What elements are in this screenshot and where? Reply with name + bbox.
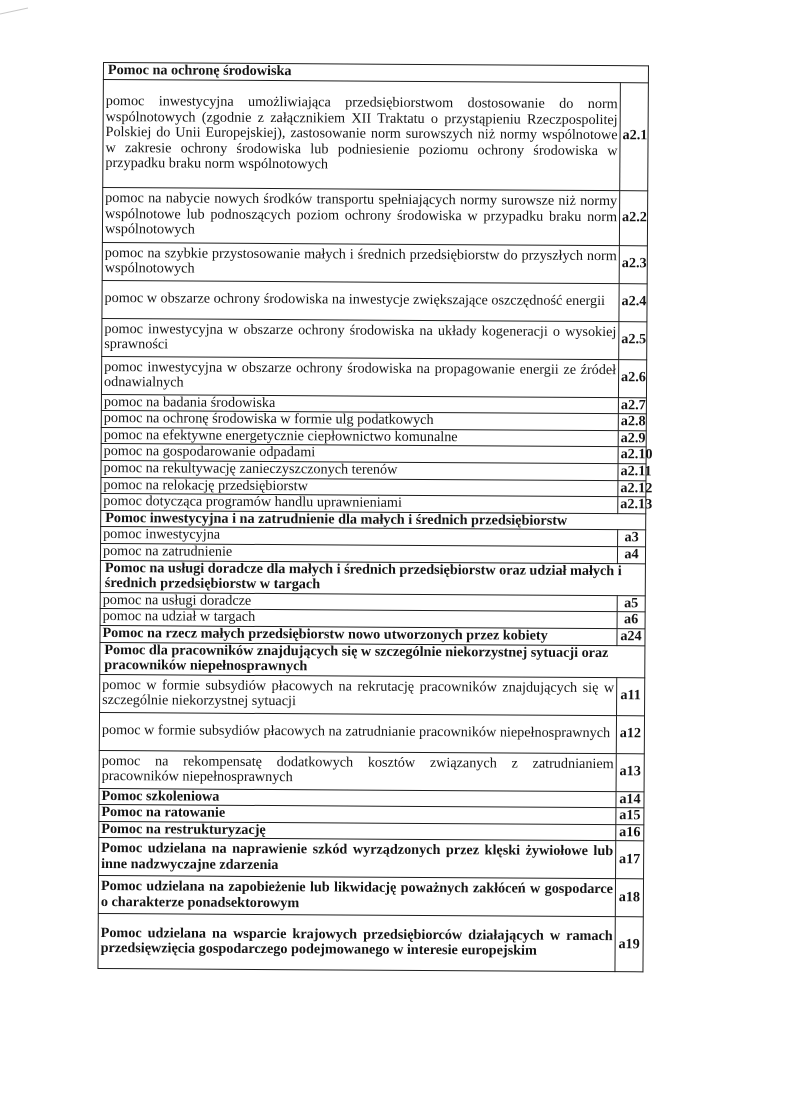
row-code: a2.1 (620, 82, 649, 190)
row-code: a16 (616, 825, 644, 842)
row-code: a15 (616, 808, 644, 825)
row-code: a18 (615, 879, 643, 917)
row-code: a3 (618, 530, 646, 547)
row-code: a2.12 (618, 480, 646, 497)
table-row (98, 876, 643, 917)
scan-corner-mark (0, 0, 60, 40)
row-code: a2.6 (618, 359, 646, 397)
row-code: a2.4 (619, 283, 647, 321)
row-description: Pomoc udzielana na naprawienie szkód wyrządzonych przez klęski żywiołowe lub inne nadzwyczajne zdarzenia (99, 838, 616, 879)
table-row (101, 356, 646, 397)
row-description: pomoc na rekultywację zanieczyszczonych terenów (101, 460, 618, 480)
row-description: pomoc na rekompensatę dodatkowych kosztów związanych z zatrudnianiem pracowników niepełnosprawnych (99, 750, 616, 791)
row-code: a2.10 (618, 447, 646, 464)
section-header-row (100, 560, 645, 596)
row-description: pomoc na efektywne energetycznie ciepłownictwo komunalne (101, 427, 618, 447)
row-code: a19 (615, 917, 643, 972)
row-description: Pomoc na rzecz małych przedsiębiorstw nowo utworzonych przez kobiety (100, 625, 617, 645)
row-description: Pomoc szkoleniowa (99, 788, 616, 808)
row-description: pomoc na relokację przedsiębiorstw (101, 477, 618, 497)
row-code: a6 (617, 612, 645, 629)
table-row (102, 242, 647, 283)
row-code: a14 (616, 791, 644, 808)
table-row (99, 838, 644, 879)
row-description: pomoc inwestycyjna (101, 527, 618, 547)
row-description: pomoc na szybkie przystosowanie małych i średnich przedsiębiorstw do przyszłych norm wspólnotowych (102, 242, 619, 283)
row-code: a4 (617, 547, 645, 564)
table-row (99, 750, 644, 791)
row-code: a24 (617, 629, 645, 646)
row-description: pomoc w formie subsydiów płacowych na rekrutację pracowników znajdujących się w szczególnie niekorzystnej sytuacji (100, 674, 617, 715)
row-description: Pomoc na restrukturyzację (99, 821, 616, 841)
table-row (100, 674, 645, 715)
row-description: Pomoc na ratowanie (99, 805, 616, 825)
row-code: a5 (617, 595, 645, 612)
row-code: a2.8 (618, 414, 646, 431)
row-code: a2.3 (619, 245, 647, 283)
table-row (103, 79, 649, 190)
row-description: pomoc dotycząca programów handlu uprawnieniami (101, 494, 618, 514)
row-description: pomoc na zatrudnienie (100, 543, 617, 563)
row-description: Pomoc udzielana na wsparcie krajowych przedsiębiorców działających w ramach przedsięwzięcia gospodarczego podejmowanego w interesie europejskim (98, 914, 615, 972)
row-code: a2.9 (618, 430, 646, 447)
row-code: a2.5 (619, 321, 647, 359)
table-row (99, 712, 644, 753)
row-code: a17 (616, 841, 644, 879)
row-description: pomoc na badania środowiska (101, 394, 618, 414)
row-description: pomoc inwestycyjna w obszarze ochrony środowiska na układy kogeneracji o wysokiej sprawności (102, 318, 619, 359)
row-code: a12 (616, 715, 644, 753)
row-code: a2.7 (618, 397, 646, 414)
row-code: a2.13 (618, 497, 646, 514)
row-description: pomoc na usługi doradcze (100, 592, 617, 612)
row-description: pomoc w obszarze ochrony środowiska na inwestycje zwiększające oszczędność energii (102, 280, 619, 321)
row-description: Pomoc udzielana na zapobieżenie lub likwidację poważnych zakłóceń w gospodarce o charakterze ponadsektorowym (98, 876, 615, 917)
section-title: Pomoc inwestycyjna i na zatrudnienie dla małych i średnich przedsiębiorstw (101, 510, 646, 530)
section-title: Pomoc dla pracowników znajdujących się w szczególnie niekorzystnej sytuacji oraz pracowników niepełnosprawnych (100, 642, 645, 678)
table-row (102, 280, 647, 321)
section-header-row (100, 642, 645, 678)
table-row (102, 187, 647, 245)
section-title: Pomoc na ochronę środowiska (103, 63, 648, 83)
section-title: Pomoc na usługi doradcze dla małych i średnich przedsiębiorstw oraz udział małych i średnich przedsiębiorstw w targach (100, 560, 645, 596)
aid-codes-table (97, 62, 653, 973)
row-description: pomoc inwestycyjna w obszarze ochrony środowiska na propagowanie energii ze źródeł odnawialnych (101, 356, 618, 397)
row-code: a13 (616, 753, 644, 791)
row-description: pomoc na ochronę środowiska w formie ulg podatkowych (101, 411, 618, 431)
row-description: pomoc w formie subsydiów płacowych na zatrudnianie pracowników niepełnosprawnych (99, 712, 616, 753)
row-description: pomoc na nabycie nowych środków transportu spełniających normy surowsze niż normy wspólnotowe lub podnoszących poziom ochrony środowiska w przypadku braku norm wspólnotowych (102, 187, 619, 245)
table-row (102, 318, 647, 359)
row-description: pomoc na gospodarowanie odpadami (101, 444, 618, 464)
row-description: pomoc na udział w targach (100, 609, 617, 629)
row-code: a2.11 (618, 464, 646, 481)
row-description: pomoc inwestycyjna umożliwiająca przedsiębiorstwom dostosowanie do norm wspólnotowych (zgodnie z załącznikiem XII Traktatu o przystąpieniu Rzeczpospolitej Polskiej do Unii Europejskiej), zastosowanie norm surowszych niż normy wspólnotowe w zakresie ochrony środowiska lub podniesienie poziomu ochrony środowiska w przypadku braku norm wspólnotowych (103, 79, 621, 190)
table-row (98, 914, 643, 972)
row-code: a11 (617, 677, 645, 715)
row-code: a2.2 (619, 190, 647, 245)
